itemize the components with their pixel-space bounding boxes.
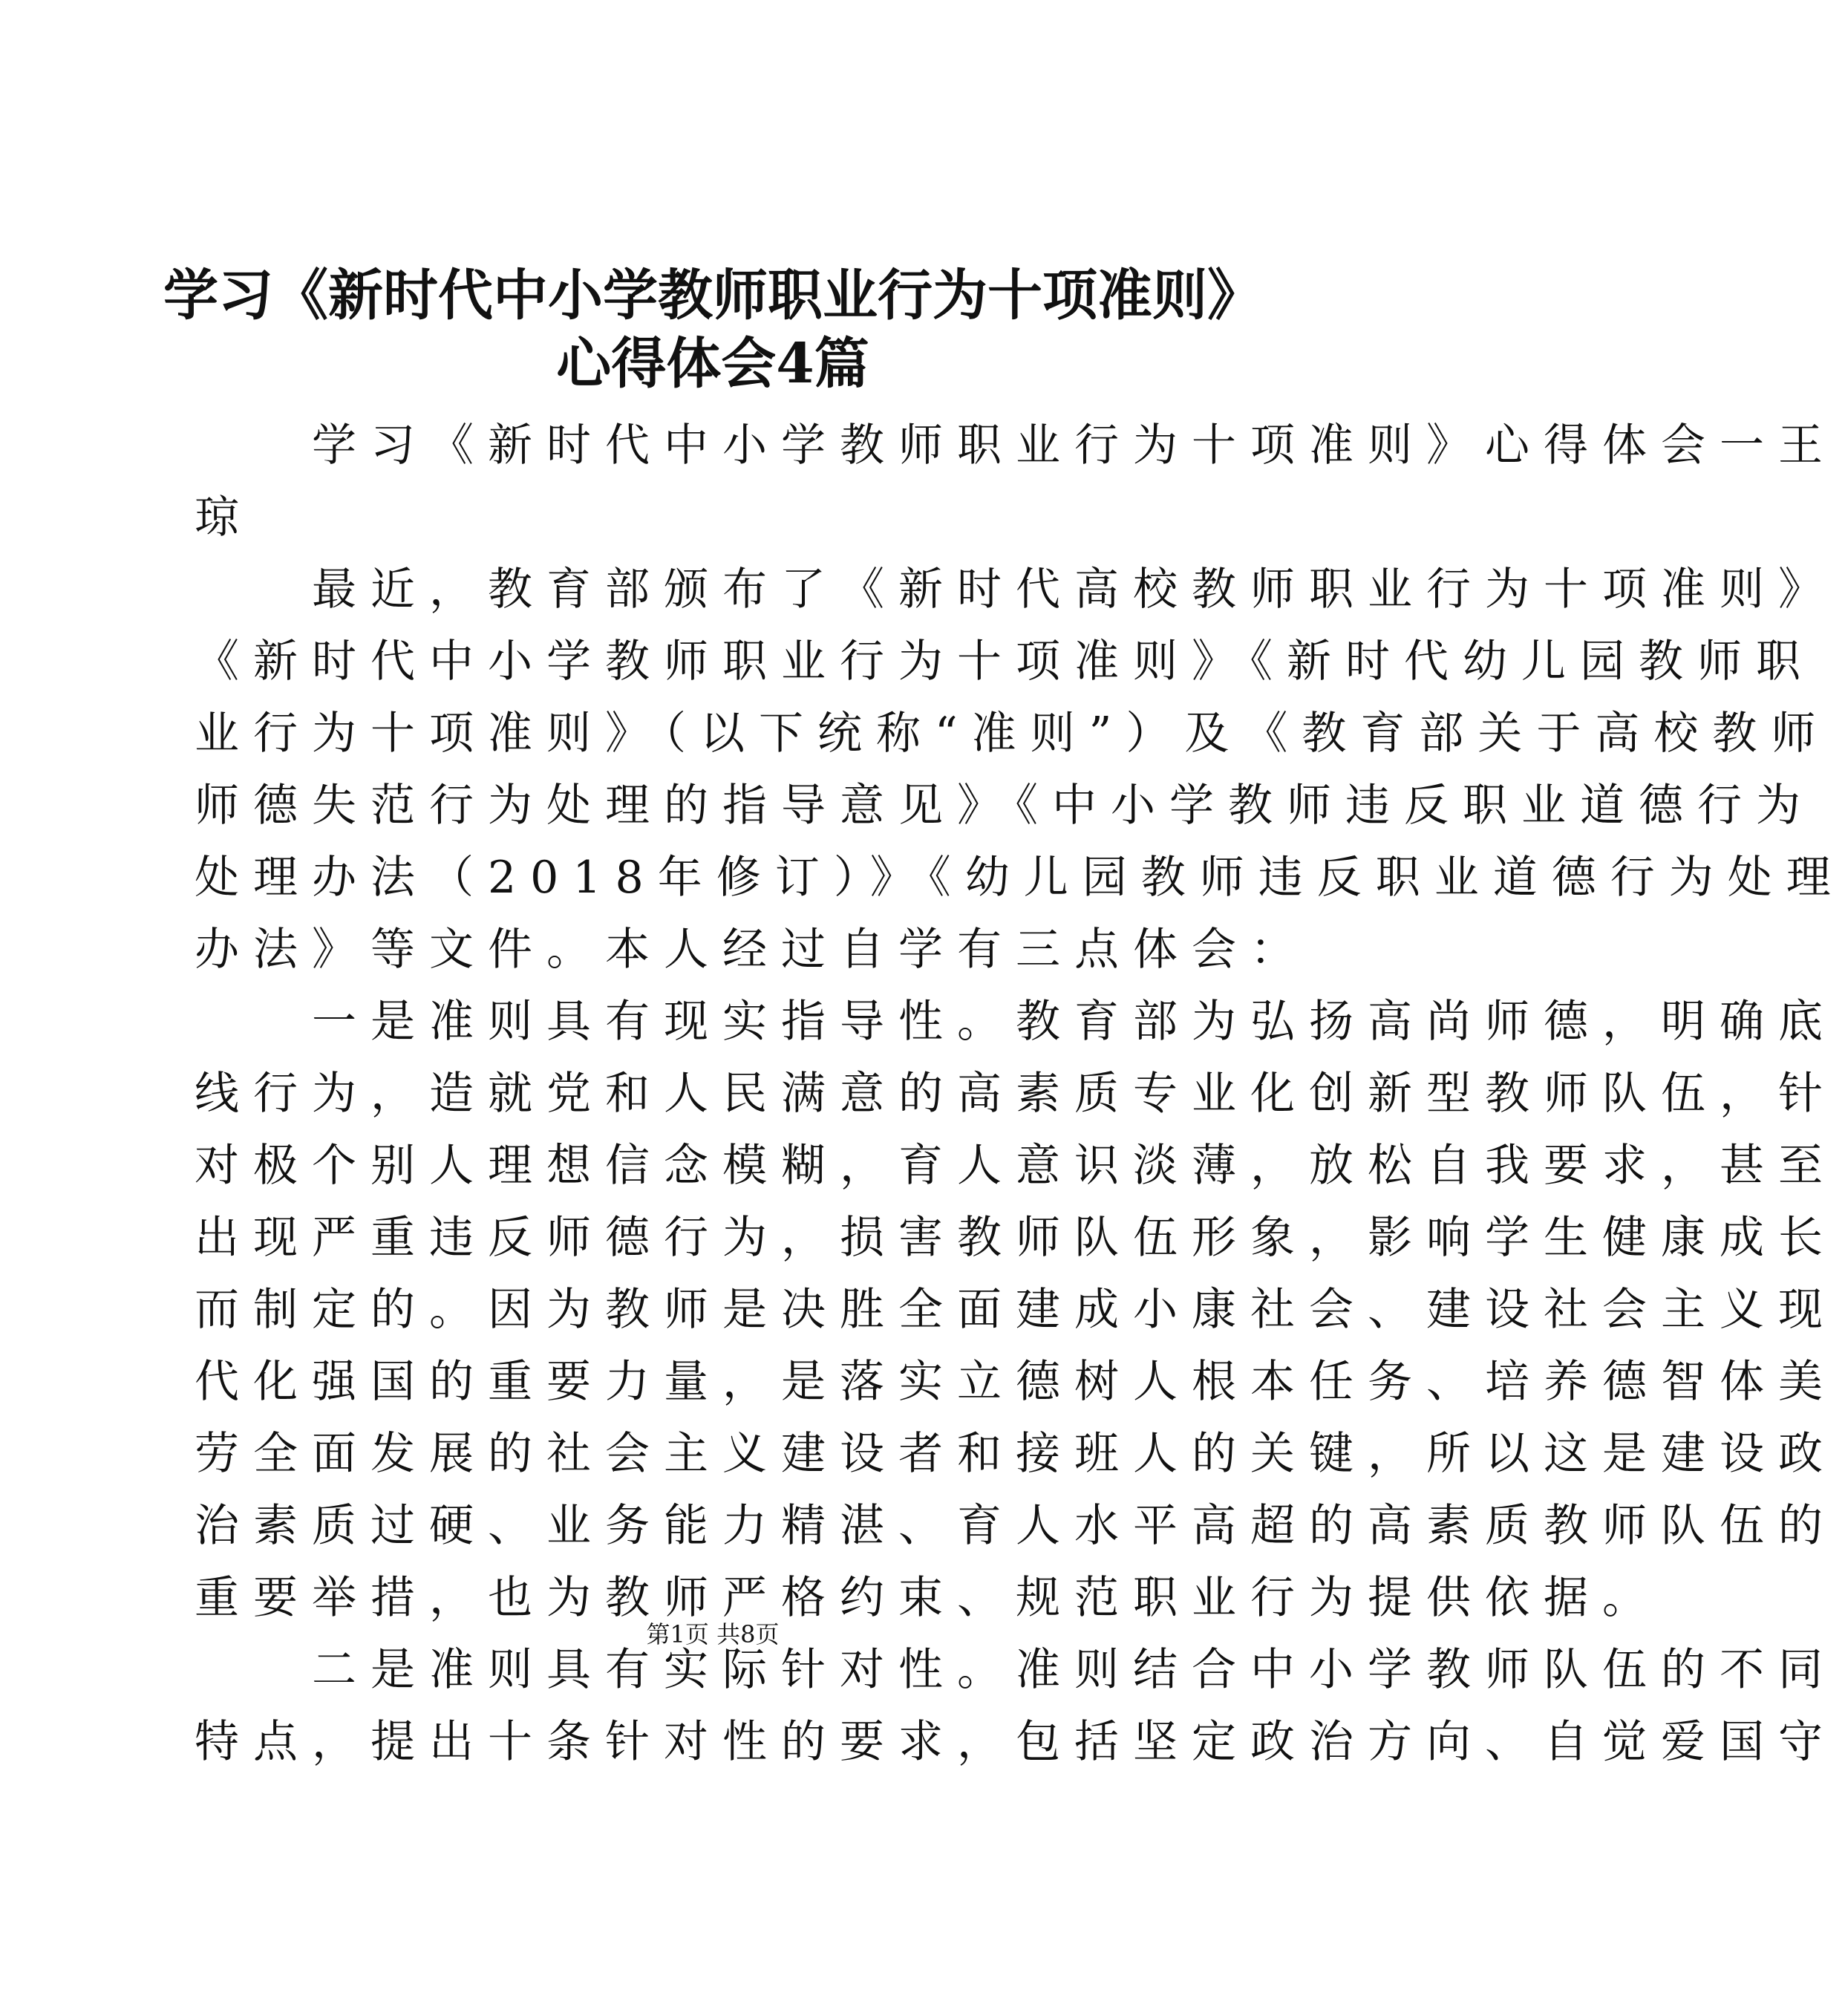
text-line: 特点，提出十条针对性的要求，包括坚定政治方向、自觉爱国守 [195,1716,1837,1768]
text-line: 代化强国的重要力量，是落实立德树人根本任务、培养德智体美 [195,1356,1837,1408]
text-line: 治素质过硬、业务能力精湛、育人水平高超的高素质教师队伍的 [195,1500,1837,1552]
paragraph [195,986,1837,1634]
page-footer: 第1页 共8页 [646,1620,780,1648]
title-line-1: 学习《新时代中小学教师职业行为十项准则》 [163,264,1262,327]
text-line: 学习《新时代中小学教师职业行为十项准则》心得体会一王 [312,420,1837,472]
text-line: 办法》等文件。本人经过自学有三点体会： [195,924,1309,976]
text-line: 处理办法（2018年修订）》《幼儿园教师违反职业道德行为处理 [195,852,1845,904]
text-line: 最近，教育部颁布了《新时代高校教师职业行为十项准则》 [312,564,1837,616]
text-line: 而制定的。因为教师是决胜全面建成小康社会、建设社会主义现 [195,1284,1837,1336]
text-line: 劳全面发展的社会主义建设者和接班人的关键，所以这是建设政 [195,1428,1837,1480]
paragraph [195,554,1845,986]
text-line: 出现严重违反师德行为，损害教师队伍形象，影响学生健康成长 [195,1212,1837,1264]
text-line: 业行为十项准则》（以下统称“准则”）及《教育部关于高校教师 [195,708,1830,760]
text-line: 师德失范行为处理的指导意见》《中小学教师违反职业道德行为 [195,780,1815,832]
title-line-2: 心得体会4篇 [556,332,869,396]
text-line: 二是准则具有实际针对性。准则结合中小学教师队伍的不同 [312,1644,1837,1696]
text-line: 线行为，造就党和人民满意的高素质专业化创新型教师队伍，针 [195,1068,1837,1120]
text-line: 《新时代中小学教师职业行为十项准则》《新时代幼儿园教师职 [195,636,1815,688]
text-line: 对极个别人理想信念模糊，育人意识淡薄，放松自我要求，甚至 [195,1140,1837,1192]
text-line: 一是准则具有现实指导性。教育部为弘扬高尚师德，明确底 [312,996,1837,1048]
text-line: 重要举措，也为教师严格约束、规范职业行为提供依据。 [195,1572,1661,1624]
document-body [195,410,1845,1778]
text-line: 琼 [195,492,253,544]
paragraph [195,1634,1837,1778]
document-title [0,261,1426,398]
paragraph [195,410,1837,554]
